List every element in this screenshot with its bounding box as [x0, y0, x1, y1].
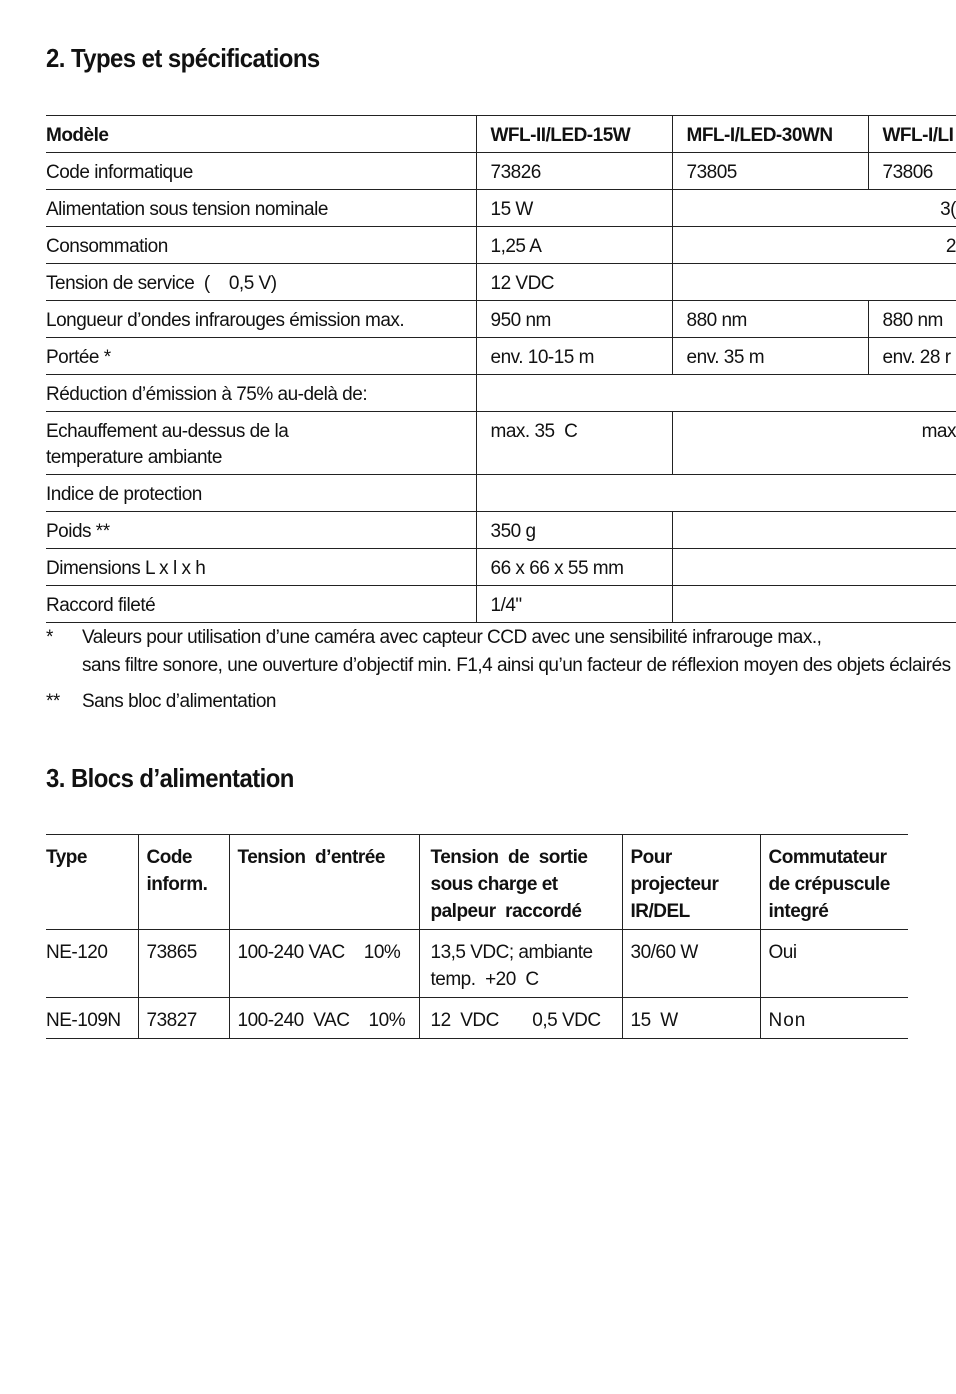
cell-entree: 100-240 VAC 10% [229, 998, 419, 1039]
table-row [46, 338, 956, 375]
header-label: Modèle [46, 125, 109, 146]
table-row [46, 153, 956, 190]
cell-value: 1,25 A [476, 227, 672, 264]
footnote-line: sans filtre sonore, une ouverture d’objectif min. F1,4 ainsi qu’un facteur de réflexion moyen des objets éclairés [82, 655, 951, 676]
header-line: Pour [630, 847, 672, 868]
cell-code: 73865 [138, 930, 229, 998]
cell-value: 73826 [476, 153, 672, 190]
row-label-line: temperature ambiante [46, 447, 222, 468]
table-row [46, 375, 956, 412]
header-line: de crépuscule [768, 874, 890, 895]
cell-value: 880 nm [672, 301, 868, 338]
row-label: Tension de service ( 0,5 V) [46, 273, 277, 294]
row-label: Indice de protection [46, 484, 202, 505]
table-row [46, 586, 956, 623]
row-label: Poids ** [46, 521, 110, 542]
header-line: Code [146, 847, 192, 868]
cell-code: 73827 [138, 998, 229, 1039]
cell-value [476, 375, 956, 412]
table-row [46, 512, 956, 549]
cell-line: 13,5 VDC; ambiante [430, 942, 593, 963]
row-label: Raccord fileté [46, 595, 156, 616]
model-header: MFL-I/LED-30WN [672, 116, 868, 153]
table-header-row [46, 116, 956, 153]
model-header: WFL-II/LED-15W [476, 116, 672, 153]
header-line: sous charge et [430, 874, 558, 895]
header-type: Type [46, 847, 87, 868]
cell-value: max [672, 412, 956, 475]
table-row [46, 227, 956, 264]
table-row [46, 190, 956, 227]
table-row [46, 998, 908, 1039]
header-code [138, 835, 229, 930]
header-pour [622, 835, 760, 930]
cell-value: 3( [672, 190, 956, 227]
header-line: Commutateur [768, 847, 887, 868]
header-commutateur [760, 835, 908, 930]
model-header: WFL-I/LI [868, 116, 956, 153]
cell-pour: 15 W [622, 998, 760, 1039]
header-entree: Tension d’entrée [229, 835, 419, 930]
footnote-mark: * [46, 627, 53, 648]
cell-value: env. 28 r [868, 338, 956, 375]
specifications-table [46, 115, 956, 623]
row-label: Dimensions L x l x h [46, 558, 206, 579]
cell-line: temp. +20 C [430, 969, 539, 990]
cell-value [672, 549, 956, 586]
table-row [46, 930, 908, 998]
header-sortie [419, 835, 622, 930]
cell-entree: 100-240 VAC 10% [229, 930, 419, 998]
cell-value [672, 512, 956, 549]
header-line: IR/DEL [630, 901, 690, 922]
cell-sortie [419, 930, 622, 998]
cell-value: 66 x 66 x 55 mm [476, 549, 672, 586]
cell-value [672, 264, 956, 301]
cell-value: 2 [672, 227, 956, 264]
cell-value: 950 nm [476, 301, 672, 338]
cell-value [672, 586, 956, 623]
header-line: inform. [146, 874, 208, 895]
footnote-mark: ** [46, 691, 60, 712]
cell-sortie: 12 VDC 0,5 VDC [419, 998, 622, 1039]
table-row [46, 549, 956, 586]
cell-type: NE-120 [46, 942, 108, 963]
row-label: Longueur d’ondes infrarouges émission max. [46, 310, 405, 331]
section-title-blocs: 3. Blocs d’alimentation [46, 763, 294, 793]
cell-type: NE-109N [46, 1010, 121, 1031]
header-line: integré [768, 901, 829, 922]
table-row [46, 301, 956, 338]
table-row [46, 412, 956, 475]
table-header-row [46, 835, 908, 930]
row-label: Alimentation sous tension nominale [46, 199, 328, 220]
table-row [46, 264, 956, 301]
row-label [46, 412, 476, 475]
cell-value: 73806 [868, 153, 956, 190]
row-label: Code informatique [46, 162, 193, 183]
cell-value: max. 35 C [476, 412, 672, 475]
cell-value [476, 475, 956, 512]
section-title-types: 2. Types et spécifications [46, 43, 320, 73]
table-row [46, 475, 956, 512]
footnote-star [46, 624, 954, 680]
row-label: Consommation [46, 236, 168, 257]
footnote-line: Sans bloc d’alimentation [82, 691, 276, 712]
footnotes [46, 624, 954, 716]
cell-value: 350 g [476, 512, 672, 549]
cell-commutateur: Non [760, 998, 908, 1039]
footnote-line: Valeurs pour utilisation d’une caméra avec capteur CCD avec une sensibilité infrarouge max., [82, 627, 822, 648]
row-label: Réduction d’émission à 75% au-delà de: [46, 384, 368, 405]
cell-value: 880 nm [868, 301, 956, 338]
cell-value: 73805 [672, 153, 868, 190]
cell-commutateur: Oui [760, 930, 908, 998]
row-label: Portée * [46, 347, 111, 368]
cell-value: 1/4" [476, 586, 672, 623]
cell-value: env. 10-15 m [476, 338, 672, 375]
header-line: palpeur raccordé [430, 901, 582, 922]
cell-value: 15 W [476, 190, 672, 227]
cell-pour: 30/60 W [622, 930, 760, 998]
row-label-line: Echauffement au-dessus de la [46, 421, 289, 442]
header-line: projecteur [630, 874, 719, 895]
header-line: Tension de sortie [430, 847, 588, 868]
cell-value: env. 35 m [672, 338, 868, 375]
power-supply-table [46, 834, 908, 1039]
footnote-double-star [46, 688, 954, 716]
cell-value: 12 VDC [476, 264, 672, 301]
